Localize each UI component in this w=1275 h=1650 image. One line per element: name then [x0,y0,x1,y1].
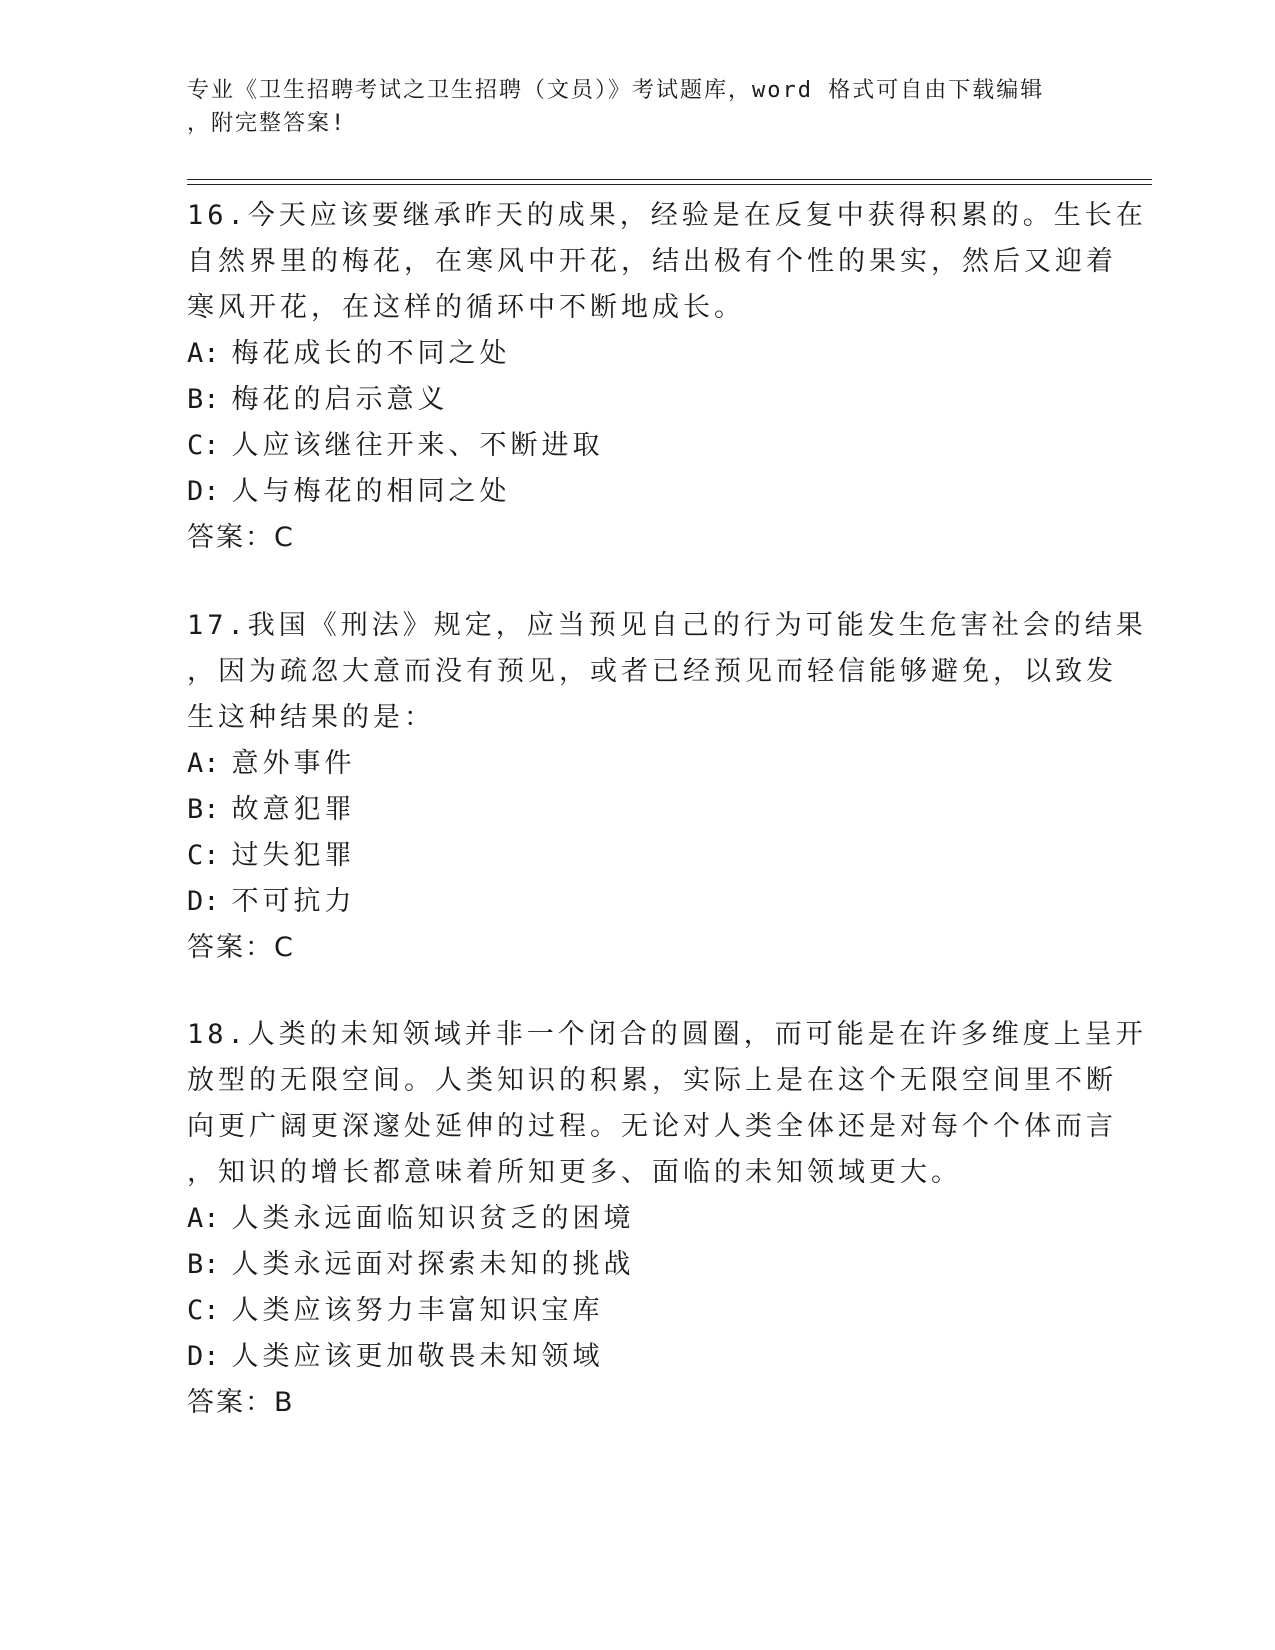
stem-line: 生这种结果的是： [187,702,435,733]
option-letter: B [187,1249,204,1280]
question-16 [187,193,1147,561]
option-text: 人与梅花的相同之处 [231,476,511,507]
option-c: C: 人应该继往开来、不断进取 [187,430,604,461]
option-c: C: 人类应该努力丰富知识宝库 [187,1295,604,1326]
option-d: D: 不可抗力 [187,886,356,917]
option-text: 故意犯罪 [231,794,356,825]
answer-line: 答案：C [187,522,295,553]
document-header [187,74,1067,140]
stem-line: 17.我国《刑法》规定，应当预见自己的行为可能发生危害社会的结果 [187,610,1147,641]
option-b: B: 故意犯罪 [187,794,356,825]
header-divider-top [187,179,1152,180]
stem-line: 18.人类的未知领域并非一个闭合的圆圈，而可能是在许多维度上呈开 [187,1019,1147,1050]
option-text: 不可抗力 [231,886,356,917]
option-text: 梅花成长的不同之处 [231,338,511,369]
header-line-2: ，附完整答案! [187,111,347,136]
stem-line: ，知识的增长都意味着所知更多、面临的未知领域更大。 [187,1157,962,1188]
option-b: B: 人类永远面对探索未知的挑战 [187,1249,635,1280]
option-text: 梅花的启示意义 [231,384,449,415]
question-stem [187,603,1147,741]
option-text: 人类永远面对探索未知的挑战 [231,1249,635,1280]
header-divider-bottom [187,184,1152,185]
option-letter: D [187,886,204,917]
option-text: 意外事件 [231,748,356,779]
option-text: 过失犯罪 [231,840,356,871]
option-b: B: 梅花的启示意义 [187,384,449,415]
option-letter: C [187,1295,204,1326]
stem-line: 16.今天应该要继承昨天的成果，经验是在反复中获得积累的。生长在 [187,200,1147,231]
option-letter: D [187,1341,204,1372]
option-a: A: 意外事件 [187,748,356,779]
question-stem [187,193,1147,331]
question-stem [187,1012,1147,1196]
option-text: 人类应该努力丰富知识宝库 [231,1295,604,1326]
question-17 [187,603,1147,971]
option-letter: A [187,338,204,369]
option-text: 人类应该更加敬畏未知领域 [231,1341,604,1372]
answer-line: 答案：C [187,932,295,963]
option-letter: D [187,476,204,507]
option-text: 人类永远面临知识贫乏的困境 [231,1203,635,1234]
stem-line: 向更广阔更深邃处延伸的过程。无论对人类全体还是对每个个体而言 [187,1111,1117,1142]
option-text: 人应该继往开来、不断进取 [231,430,604,461]
option-letter: C [187,430,204,461]
option-a: A: 梅花成长的不同之处 [187,338,511,369]
option-letter: B [187,384,204,415]
stem-line: 放型的无限空间。人类知识的积累，实际上是在这个无限空间里不断 [187,1065,1117,1096]
stem-line: ，因为疏忽大意而没有预见，或者已经预见而轻信能够避免，以致发 [187,656,1117,687]
option-letter: B [187,794,204,825]
option-letter: C [187,840,204,871]
option-a: A: 人类永远面临知识贫乏的困境 [187,1203,635,1234]
question-18 [187,1012,1147,1426]
option-letter: A [187,1203,204,1234]
stem-line: 自然界里的梅花，在寒风中开花，结出极有个性的果实，然后又迎着 [187,246,1117,277]
option-d: D: 人与梅花的相同之处 [187,476,511,507]
option-c: C: 过失犯罪 [187,840,356,871]
answer-line: 答案：B [187,1387,295,1418]
stem-line: 寒风开花，在这样的循环中不断地成长。 [187,292,745,323]
option-letter: A [187,748,204,779]
option-d: D: 人类应该更加敬畏未知领域 [187,1341,604,1372]
header-line-1: 专业《卫生招聘考试之卫生招聘（文员）》考试题库，word 格式可自由下载编辑 [187,78,1045,103]
